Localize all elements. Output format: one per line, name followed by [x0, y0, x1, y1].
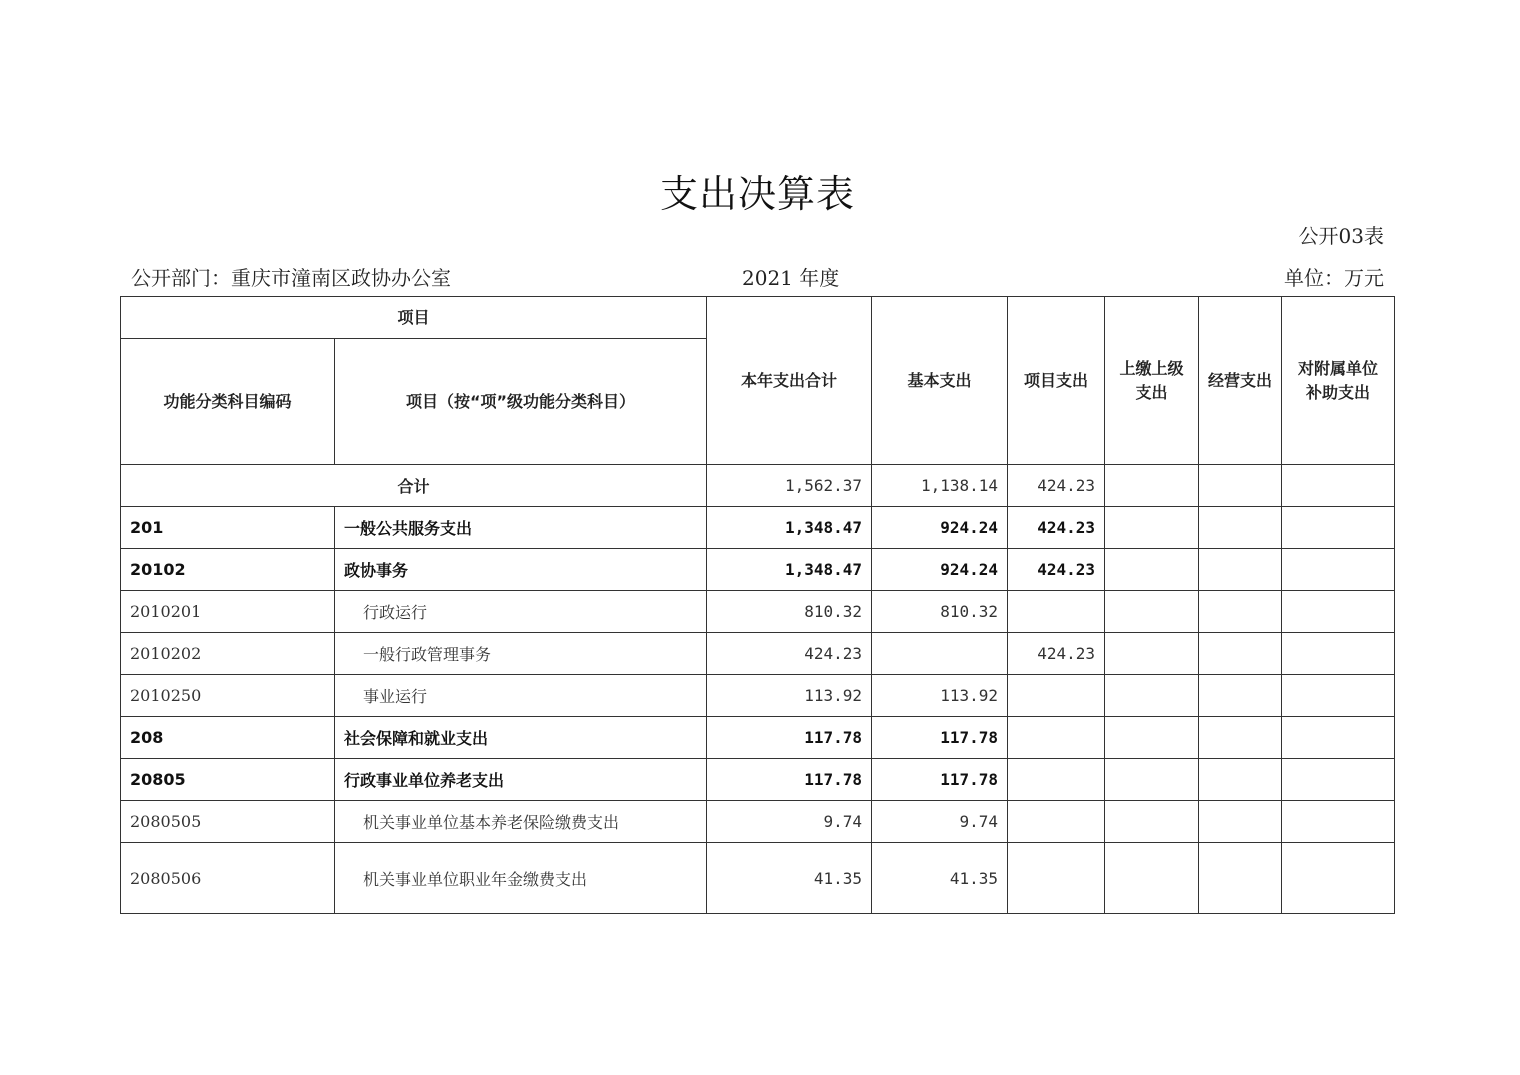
row-total: 1,348.47 — [707, 507, 872, 549]
row-basic: 41.35 — [872, 843, 1008, 914]
total-subsidy — [1282, 465, 1395, 507]
header-subsidy: 对附属单位补助支出 — [1282, 297, 1395, 465]
table-row — [121, 507, 1395, 549]
row-business — [1199, 759, 1282, 801]
row-upper — [1105, 549, 1199, 591]
row-project: 424.23 — [1008, 507, 1105, 549]
row-name: 机关事业单位职业年金缴费支出 — [335, 843, 707, 914]
total-business — [1199, 465, 1282, 507]
table-row — [121, 591, 1395, 633]
row-total: 41.35 — [707, 843, 872, 914]
table-row — [121, 549, 1395, 591]
row-name: 一般行政管理事务 — [335, 633, 707, 675]
header-code: 功能分类科目编码 — [121, 339, 335, 465]
row-name: 行政事业单位养老支出 — [335, 759, 707, 801]
row-code: 2010201 — [121, 591, 335, 633]
row-subsidy — [1282, 507, 1395, 549]
total-upper — [1105, 465, 1199, 507]
row-business — [1199, 717, 1282, 759]
row-subsidy — [1282, 843, 1395, 914]
table-row — [121, 801, 1395, 843]
row-upper — [1105, 717, 1199, 759]
row-code: 2010250 — [121, 675, 335, 717]
unit-label: 单位：万元 — [1284, 266, 1384, 290]
table-row — [121, 759, 1395, 801]
row-project — [1008, 675, 1105, 717]
row-project — [1008, 759, 1105, 801]
fiscal-year: 2021 年度 — [742, 266, 840, 290]
row-code: 20102 — [121, 549, 335, 591]
row-upper — [1105, 759, 1199, 801]
table-row — [121, 633, 1395, 675]
row-code: 20805 — [121, 759, 335, 801]
row-business — [1199, 507, 1282, 549]
header-business: 经营支出 — [1199, 297, 1282, 465]
table-row — [121, 843, 1395, 914]
row-business — [1199, 675, 1282, 717]
expenditure-table — [120, 296, 1395, 914]
row-basic: 924.24 — [872, 507, 1008, 549]
row-upper — [1105, 507, 1199, 549]
row-subsidy — [1282, 675, 1395, 717]
header-project: 项目支出 — [1008, 297, 1105, 465]
form-number: 公开03表 — [1298, 224, 1384, 248]
row-total: 9.74 — [707, 801, 872, 843]
row-basic: 117.78 — [872, 717, 1008, 759]
row-code: 201 — [121, 507, 335, 549]
row-upper — [1105, 633, 1199, 675]
row-basic: 924.24 — [872, 549, 1008, 591]
row-total: 113.92 — [707, 675, 872, 717]
row-code: 2080506 — [121, 843, 335, 914]
row-upper — [1105, 591, 1199, 633]
total-basic: 1,138.14 — [872, 465, 1008, 507]
row-basic: 810.32 — [872, 591, 1008, 633]
row-business — [1199, 843, 1282, 914]
row-upper — [1105, 843, 1199, 914]
page-title: 支出决算表 — [659, 172, 855, 216]
row-project — [1008, 591, 1105, 633]
row-subsidy — [1282, 759, 1395, 801]
row-business — [1199, 549, 1282, 591]
row-subsidy — [1282, 801, 1395, 843]
row-project: 424.23 — [1008, 633, 1105, 675]
row-total: 810.32 — [707, 591, 872, 633]
row-project — [1008, 801, 1105, 843]
row-code: 208 — [121, 717, 335, 759]
row-name: 政协事务 — [335, 549, 707, 591]
row-subsidy — [1282, 591, 1395, 633]
row-basic — [872, 633, 1008, 675]
row-total: 117.78 — [707, 759, 872, 801]
department-label: 公开部门：重庆市潼南区政协办公室 — [131, 266, 451, 290]
row-project — [1008, 717, 1105, 759]
row-name: 一般公共服务支出 — [335, 507, 707, 549]
header-name: 项目（按“项”级功能分类科目） — [335, 339, 707, 465]
row-business — [1199, 633, 1282, 675]
row-project — [1008, 843, 1105, 914]
row-name: 机关事业单位基本养老保险缴费支出 — [335, 801, 707, 843]
table-row — [121, 675, 1395, 717]
header-item-group: 项目 — [121, 297, 707, 339]
row-name: 社会保障和就业支出 — [335, 717, 707, 759]
row-total: 424.23 — [707, 633, 872, 675]
header-total: 本年支出合计 — [707, 297, 872, 465]
row-subsidy — [1282, 717, 1395, 759]
row-business — [1199, 801, 1282, 843]
total-row — [121, 465, 1395, 507]
row-basic: 117.78 — [872, 759, 1008, 801]
row-basic: 9.74 — [872, 801, 1008, 843]
row-business — [1199, 591, 1282, 633]
row-total: 117.78 — [707, 717, 872, 759]
row-code: 2010202 — [121, 633, 335, 675]
row-project: 424.23 — [1008, 549, 1105, 591]
row-upper — [1105, 801, 1199, 843]
row-basic: 113.92 — [872, 675, 1008, 717]
row-subsidy — [1282, 549, 1395, 591]
table-row — [121, 717, 1395, 759]
total-project: 424.23 — [1008, 465, 1105, 507]
total-total: 1,562.37 — [707, 465, 872, 507]
row-name: 事业运行 — [335, 675, 707, 717]
row-total: 1,348.47 — [707, 549, 872, 591]
total-label: 合计 — [121, 465, 707, 507]
header-basic: 基本支出 — [872, 297, 1008, 465]
header-upper: 上缴上级支出 — [1105, 297, 1199, 465]
row-code: 2080505 — [121, 801, 335, 843]
row-name: 行政运行 — [335, 591, 707, 633]
row-upper — [1105, 675, 1199, 717]
row-subsidy — [1282, 633, 1395, 675]
